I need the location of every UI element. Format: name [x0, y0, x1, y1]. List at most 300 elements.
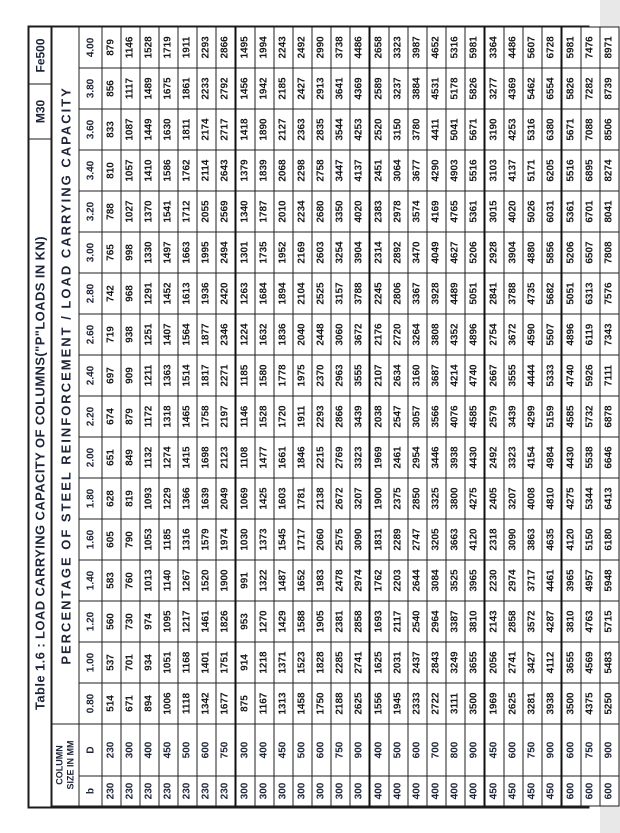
capacity-cell: 2114	[197, 150, 216, 191]
capacity-cell: 4735	[523, 273, 542, 314]
cell-b: 450	[485, 776, 505, 806]
capacity-cell: 2448	[312, 314, 331, 355]
capacity-cell: 2245	[370, 273, 390, 314]
capacity-cell: 3738	[331, 27, 350, 68]
capacity-cell: 4076	[446, 396, 465, 437]
capacity-cell: 2835	[312, 109, 331, 150]
capacity-cell: 7282	[581, 68, 600, 109]
capacity-cell: 1942	[255, 68, 274, 109]
capacity-cell: 998	[121, 232, 140, 273]
capacity-cell: 2230	[485, 560, 505, 601]
data-row	[427, 27, 446, 806]
capacity-cell: 4369	[504, 68, 523, 109]
capacity-cell: 1340	[236, 191, 256, 232]
capacity-cell: 4120	[465, 519, 485, 560]
capacity-cell: 1373	[255, 519, 274, 560]
capacity-cell: 2569	[216, 191, 236, 232]
capacity-cell: 1684	[255, 273, 274, 314]
capacity-cell: 2049	[216, 478, 236, 519]
cell-d: 900	[600, 724, 619, 776]
capacity-cell: 6180	[600, 519, 619, 560]
capacity-cell: 1545	[274, 519, 293, 560]
capacity-cell: 2038	[370, 396, 390, 437]
cell-d: 230	[102, 724, 121, 776]
capacity-cell: 1477	[255, 437, 274, 478]
capacity-cell: 2964	[427, 601, 446, 642]
capacity-cell: 2575	[331, 519, 350, 560]
capacity-cell: 3015	[485, 191, 505, 232]
capacity-cell: 1603	[274, 478, 293, 519]
capacity-cell: 1750	[312, 683, 331, 724]
cell-d: 600	[197, 724, 216, 776]
capacity-cell: 2346	[216, 314, 236, 355]
capacity-cell: 1936	[197, 273, 216, 314]
capacity-cell: 2680	[312, 191, 331, 232]
capacity-cell: 1095	[159, 601, 178, 642]
capacity-cell: 1528	[255, 396, 274, 437]
capacity-cell: 1429	[274, 601, 293, 642]
capacity-cell: 3111	[446, 683, 465, 724]
capacity-cell: 760	[121, 560, 140, 601]
capacity-cell: 2841	[485, 273, 505, 314]
capacity-cell: 4740	[465, 355, 485, 396]
capacity-cell: 1969	[370, 437, 390, 478]
capacity-cell: 3470	[408, 232, 427, 273]
capacity-cell: 1185	[159, 519, 178, 560]
capacity-cell: 701	[121, 642, 140, 683]
capacity-cell: 5682	[542, 273, 562, 314]
capacity-cell: 3525	[446, 560, 465, 601]
capacity-cell: 3687	[427, 355, 446, 396]
data-row	[581, 27, 600, 806]
capacity-cell: 3500	[465, 683, 485, 724]
capacity-cell: 2314	[370, 232, 390, 273]
rotated-table-wrapper	[28, 26, 615, 809]
capacity-cell: 2293	[312, 396, 331, 437]
capacity-cell: 8739	[600, 68, 619, 109]
capacity-cell: 6554	[542, 68, 562, 109]
capacity-cell: 1270	[255, 601, 274, 642]
capacity-cell: 1030	[236, 519, 256, 560]
capacity-cell: 1301	[236, 232, 256, 273]
cell-b: 300	[274, 776, 293, 806]
capacity-cell: 2375	[389, 478, 408, 519]
capacity-cell: 1330	[140, 232, 159, 273]
capacity-cell: 3555	[504, 355, 523, 396]
capacity-cell: 5333	[542, 355, 562, 396]
data-row	[140, 27, 159, 806]
capacity-cell: 1168	[178, 642, 197, 683]
capacity-cell: 4590	[523, 314, 542, 355]
capacity-cell: 3788	[504, 273, 523, 314]
cell-d: 450	[485, 724, 505, 776]
capacity-cell: 1461	[197, 601, 216, 642]
capacity-cell: 4765	[446, 191, 465, 232]
capacity-cell: 833	[102, 109, 121, 150]
capacity-cell: 6878	[600, 396, 619, 437]
cell-b: 230	[121, 776, 140, 806]
capacity-cell: 4008	[523, 478, 542, 519]
capacity-cell: 3446	[427, 437, 446, 478]
capacity-cell: 6119	[581, 314, 600, 355]
capacity-cell: 3808	[427, 314, 446, 355]
capacity-cell: 1316	[178, 519, 197, 560]
capacity-cell: 879	[121, 396, 140, 437]
capacity-cell: 1839	[255, 150, 274, 191]
capacity-cell: 2040	[293, 314, 312, 355]
capacity-cell: 4352	[446, 314, 465, 355]
capacity-cell: 2461	[389, 437, 408, 478]
percent-col-header: 3.80	[79, 68, 102, 109]
capacity-cell: 2298	[293, 150, 312, 191]
data-row	[465, 27, 485, 806]
capacity-cell: 3350	[331, 191, 350, 232]
capacity-cell: 742	[102, 273, 121, 314]
capacity-cell: 3965	[465, 560, 485, 601]
capacity-cell: 7576	[600, 273, 619, 314]
capacity-cell: 1836	[274, 314, 293, 355]
capacity-cell: 2866	[331, 396, 350, 437]
data-row	[600, 27, 619, 806]
capacity-cell: 1108	[236, 437, 256, 478]
capacity-cell: 2643	[216, 150, 236, 191]
data-row	[159, 27, 178, 806]
capacity-cell: 2520	[370, 109, 390, 150]
capacity-cell: 2381	[331, 601, 350, 642]
capacity-cell: 2928	[485, 232, 505, 273]
capacity-cell: 2333	[408, 683, 427, 724]
capacity-cell: 2963	[331, 355, 350, 396]
capacity-cell: 1274	[159, 437, 178, 478]
cell-d: 500	[178, 724, 197, 776]
percent-col-header: 3.40	[79, 150, 102, 191]
capacity-cell: 2234	[293, 191, 312, 232]
cell-d: 600	[562, 724, 582, 776]
capacity-cell: 1146	[121, 27, 140, 68]
capacity-cell: 2285	[331, 642, 350, 683]
capacity-cell: 2492	[293, 27, 312, 68]
data-row	[197, 27, 216, 806]
cell-b: 600	[562, 776, 582, 806]
capacity-cell: 1900	[370, 478, 390, 519]
capacity-cell: 3904	[504, 232, 523, 273]
capacity-cell: 856	[102, 68, 121, 109]
percent-col-header: 3.60	[79, 109, 102, 150]
capacity-cell: 5316	[523, 109, 542, 150]
percent-col-header: 2.80	[79, 273, 102, 314]
capacity-cell: 1452	[159, 273, 178, 314]
capacity-cell: 4137	[350, 150, 370, 191]
capacity-cell: 1579	[197, 519, 216, 560]
cell-b: 300	[312, 776, 331, 806]
capacity-cell: 5732	[581, 396, 600, 437]
capacity-cell: 730	[121, 601, 140, 642]
capacity-cell: 4531	[427, 68, 446, 109]
capacity-cell: 1146	[236, 396, 256, 437]
capacity-cell: 1861	[178, 68, 197, 109]
data-row	[370, 27, 390, 806]
data-row	[446, 27, 465, 806]
capacity-cell: 2525	[312, 273, 331, 314]
percent-col-header: 2.00	[79, 437, 102, 478]
capacity-cell: 1514	[178, 355, 197, 396]
capacity-cell: 4486	[504, 27, 523, 68]
capacity-cell: 3427	[523, 642, 542, 683]
capacity-cell: 3277	[485, 68, 505, 109]
capacity-cell: 1211	[140, 355, 159, 396]
subheader-row	[52, 27, 79, 806]
capacity-cell: 2104	[293, 273, 312, 314]
capacity-cell: 3641	[331, 68, 350, 109]
capacity-cell: 3237	[389, 68, 408, 109]
capacity-cell: 1630	[159, 109, 178, 150]
capacity-cell: 5206	[562, 232, 582, 273]
capacity-cell: 879	[102, 27, 121, 68]
capacity-cell: 1342	[197, 683, 216, 724]
capacity-cell: 1132	[140, 437, 159, 478]
data-row	[389, 27, 408, 806]
capacity-cell: 2437	[408, 642, 427, 683]
capacity-cell: 5948	[600, 560, 619, 601]
capacity-cell: 875	[236, 683, 256, 724]
capacity-cell: 1905	[312, 601, 331, 642]
capacity-cell: 1945	[389, 683, 408, 724]
data-row	[408, 27, 427, 806]
capacity-cell: 2603	[312, 232, 331, 273]
capacity-cell: 560	[102, 601, 121, 642]
capacity-cell: 2667	[485, 355, 505, 396]
capacity-cell: 2107	[370, 355, 390, 396]
capacity-cell: 1465	[178, 396, 197, 437]
capacity-cell: 2203	[389, 560, 408, 601]
capacity-cell: 1781	[293, 478, 312, 519]
capacity-cell: 1093	[140, 478, 159, 519]
cell-d: 600	[504, 724, 523, 776]
cell-b: 300	[236, 776, 256, 806]
percent-col-header: 2.20	[79, 396, 102, 437]
capacity-cell: 2451	[370, 150, 390, 191]
capacity-cell: 4810	[542, 478, 562, 519]
capacity-cell: 5671	[465, 109, 485, 150]
column-size-header	[52, 724, 79, 806]
capacity-cell: 2060	[312, 519, 331, 560]
capacity-cell: 1087	[121, 109, 140, 150]
capacity-cell: 4411	[427, 109, 446, 150]
capacity-cell: 5507	[542, 314, 562, 355]
column-header-row	[79, 27, 102, 806]
capacity-cell: 1370	[140, 191, 159, 232]
capacity-cell: 2031	[389, 642, 408, 683]
capacity-cell: 2318	[485, 519, 505, 560]
capacity-cell: 4489	[446, 273, 465, 314]
column-size-line2: SIZE IN MM	[65, 740, 76, 790]
col-header-b: b	[79, 776, 102, 806]
capacity-cell: 1425	[255, 478, 274, 519]
capacity-cell: 5856	[542, 232, 562, 273]
capacity-cell: 1218	[255, 642, 274, 683]
capacity-cell: 4430	[465, 437, 485, 478]
capacity-cell: 5671	[562, 109, 582, 150]
capacity-cell: 2427	[293, 68, 312, 109]
capacity-cell: 5150	[581, 519, 600, 560]
capacity-cell: 2579	[485, 396, 505, 437]
capacity-cell: 2138	[312, 478, 331, 519]
capacity-cell: 3663	[446, 519, 465, 560]
capacity-cell: 1418	[236, 109, 256, 150]
capacity-cell: 1877	[197, 314, 216, 355]
capacity-cell: 2143	[485, 601, 505, 642]
capacity-cell: 4984	[542, 437, 562, 478]
capacity-cell: 3323	[350, 437, 370, 478]
capacity-cell: 4287	[542, 601, 562, 642]
reinforcement-header: PERCENTAGE OF STEEL REINFORCEMENT / LOAD CARRYING CAPACITY	[52, 27, 79, 724]
capacity-cell: 2478	[331, 560, 350, 601]
capacity-cell: 1811	[178, 109, 197, 150]
capacity-cell: 3160	[408, 355, 427, 396]
capacity-cell: 1564	[178, 314, 197, 355]
capacity-cell: 651	[102, 437, 121, 478]
capacity-cell: 1828	[312, 642, 331, 683]
capacity-cell: 1322	[255, 560, 274, 601]
capacity-cell: 4903	[446, 150, 465, 191]
cell-b: 300	[255, 776, 274, 806]
capacity-cell: 3387	[446, 601, 465, 642]
capacity-cell: 671	[121, 683, 140, 724]
capacity-cell: 2289	[389, 519, 408, 560]
capacity-cell: 3254	[331, 232, 350, 273]
capacity-cell: 1969	[485, 683, 505, 724]
data-row	[121, 27, 140, 806]
capacity-cell: 1974	[216, 519, 236, 560]
capacity-cell: 5981	[465, 27, 485, 68]
capacity-cell: 4020	[504, 191, 523, 232]
capacity-cell: 1995	[197, 232, 216, 273]
capacity-cell: 4253	[504, 109, 523, 150]
capacity-cell: 5178	[446, 68, 465, 109]
capacity-cell: 4020	[350, 191, 370, 232]
capacity-cell: 4275	[465, 478, 485, 519]
percent-col-header: 1.00	[79, 642, 102, 683]
capacity-cell: 6031	[542, 191, 562, 232]
cell-d: 500	[293, 724, 312, 776]
capacity-cell: 1251	[140, 314, 159, 355]
capacity-cell: 3938	[542, 683, 562, 724]
data-row	[542, 27, 562, 806]
capacity-cell: 1069	[236, 478, 256, 519]
capacity-cell: 4375	[581, 683, 600, 724]
capacity-cell: 5516	[465, 150, 485, 191]
capacity-cell: 7088	[581, 109, 600, 150]
capacity-cell: 3367	[408, 273, 427, 314]
capacity-cell: 4486	[350, 27, 370, 68]
capacity-cell: 2974	[504, 560, 523, 601]
table-header-band	[30, 28, 52, 807]
capacity-cell: 2055	[197, 191, 216, 232]
cell-b: 600	[581, 776, 600, 806]
cell-d: 750	[331, 724, 350, 776]
cell-b: 400	[446, 776, 465, 806]
capacity-cell: 1762	[178, 150, 197, 191]
capacity-cell: 3205	[427, 519, 446, 560]
capacity-cell: 1698	[197, 437, 216, 478]
capacity-cell: 4763	[581, 601, 600, 642]
capacity-cell: 1541	[159, 191, 178, 232]
capacity-cell: 1497	[159, 232, 178, 273]
capacity-cell: 3672	[350, 314, 370, 355]
capacity-cell: 3323	[389, 27, 408, 68]
capacity-data-table	[52, 26, 620, 806]
capacity-cell: 790	[121, 519, 140, 560]
capacity-cell: 2843	[427, 642, 446, 683]
capacity-cell: 628	[102, 478, 121, 519]
capacity-cell: 2293	[197, 27, 216, 68]
cell-d: 800	[446, 724, 465, 776]
capacity-cell: 2383	[370, 191, 390, 232]
capacity-cell: 914	[236, 642, 256, 683]
capacity-cell: 6313	[581, 273, 600, 314]
capacity-cell: 3717	[523, 560, 542, 601]
capacity-cell: 5607	[523, 27, 542, 68]
capacity-cell: 2747	[408, 519, 427, 560]
capacity-cell: 1758	[197, 396, 216, 437]
capacity-cell: 605	[102, 519, 121, 560]
capacity-cell: 2717	[216, 109, 236, 150]
capacity-cell: 2954	[408, 437, 427, 478]
cell-d: 300	[236, 724, 256, 776]
capacity-cell: 1652	[293, 560, 312, 601]
percent-col-header: 1.40	[79, 560, 102, 601]
capacity-cell: 1663	[178, 232, 197, 273]
capacity-cell: 5041	[446, 109, 465, 150]
cell-d: 750	[523, 724, 542, 776]
capacity-cell: 2974	[350, 560, 370, 601]
capacity-cell: 5826	[562, 68, 582, 109]
capacity-cell: 3938	[446, 437, 465, 478]
capacity-cell: 2176	[370, 314, 390, 355]
data-row	[523, 27, 542, 806]
capacity-cell: 2233	[197, 68, 216, 109]
capacity-cell: 6701	[581, 191, 600, 232]
capacity-cell: 4049	[427, 232, 446, 273]
capacity-cell: 1556	[370, 683, 390, 724]
capacity-cell: 719	[102, 314, 121, 355]
capacity-cell: 3207	[504, 478, 523, 519]
capacity-cell: 1267	[178, 560, 197, 601]
data-row	[274, 27, 293, 806]
capacity-cell: 1379	[236, 150, 256, 191]
percent-col-header: 3.20	[79, 191, 102, 232]
capacity-cell: 6205	[542, 150, 562, 191]
capacity-cell: 819	[121, 478, 140, 519]
capacity-cell: 3965	[562, 560, 582, 601]
capacity-cell: 1675	[159, 68, 178, 109]
capacity-cell: 1890	[255, 109, 274, 150]
capacity-cell: 1401	[197, 642, 216, 683]
capacity-cell: 4299	[523, 396, 542, 437]
cell-d: 500	[389, 724, 408, 776]
concrete-grade-badge: M30	[30, 85, 51, 140]
capacity-cell: 3249	[446, 642, 465, 683]
cell-d: 400	[255, 724, 274, 776]
capacity-cell: 4461	[542, 560, 562, 601]
capacity-cell: 3325	[427, 478, 446, 519]
capacity-cell: 2492	[485, 437, 505, 478]
col-header-d: D	[79, 724, 102, 776]
percent-col-header: 2.60	[79, 314, 102, 355]
capacity-cell: 2741	[350, 642, 370, 683]
capacity-cell: 2174	[197, 109, 216, 150]
cell-b: 300	[331, 776, 350, 806]
